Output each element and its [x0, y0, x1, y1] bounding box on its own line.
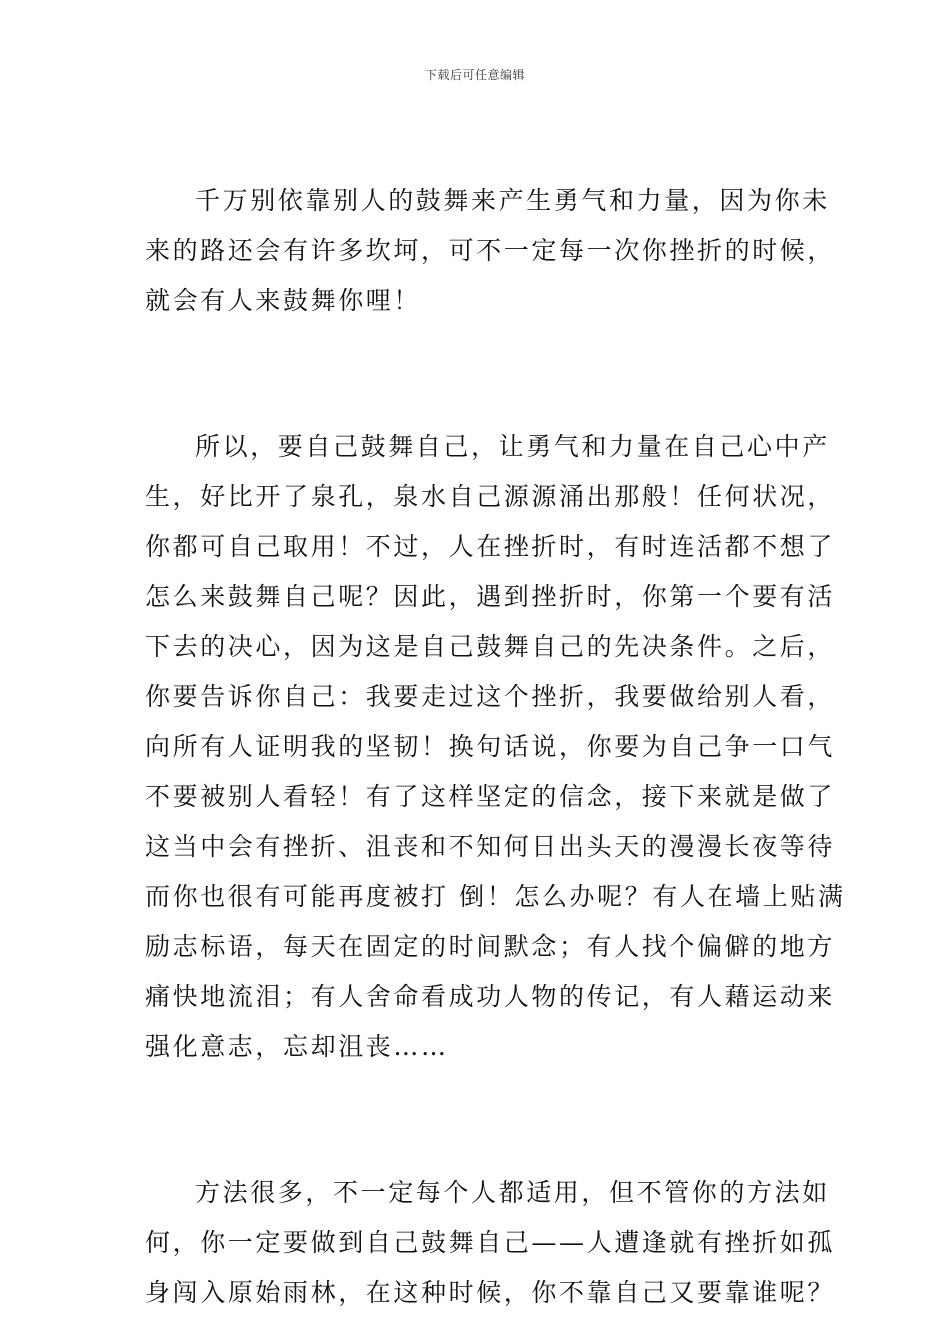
paragraph-spacer	[145, 326, 810, 422]
text-line: 何，你一定要做到自己鼓舞自己——人遭逢就有挫折如孤	[145, 1228, 836, 1257]
document-body	[145, 176, 846, 1318]
text-line: 所以，要自己鼓舞自己，让勇气和力量在自己心中产	[195, 432, 830, 461]
text-line: 不要被别人看轻！有了这样坚定的信念，接下来就是做了	[145, 782, 836, 811]
paragraph-spacer	[145, 1072, 810, 1168]
text-line: 下去的决心，因为这是自己鼓舞自己的先决条件。之后，	[145, 632, 836, 661]
text-line: 方法很多，不一定每个人都适用，但不管你的方法如	[195, 1178, 830, 1207]
text-line: 痛快地流泪；有人舍命看成功人物的传记，有人藉运动来	[145, 982, 836, 1011]
text-line: 而你也很有可能再度被打 倒！怎么办呢？有人在墙上贴满	[145, 882, 846, 911]
text-line: 强化意志，忘却沮丧……	[145, 1032, 449, 1061]
text-line: 身闯入原始雨林，在这种时候，你不靠自己又要靠谁呢？	[145, 1278, 836, 1307]
text-line: 生，好比开了泉孔，泉水自己源源涌出那般！任何状况，	[145, 482, 836, 511]
text-line: 千万别依靠别人的鼓舞来产生勇气和力量，因为你未	[195, 186, 830, 215]
text-line: 就会有人来鼓舞你哩！	[145, 286, 422, 315]
text-line: 这当中会有挫折、沮丧和不知何日出头天的漫漫长夜等待	[145, 832, 836, 861]
paragraph	[145, 176, 836, 326]
text-line: 向所有人证明我的坚韧！换句话说，你要为自己争一口气	[145, 732, 836, 761]
text-line: 你要告诉你自己：我要走过这个挫折，我要做给别人看，	[145, 682, 836, 711]
text-line: 怎么来鼓舞自己呢？因此，遇到挫折时，你第一个要有活	[145, 582, 836, 611]
text-line: 你都可自己取用！不过，人在挫折时，有时连活都不想了	[145, 532, 836, 561]
paragraph	[145, 422, 846, 1072]
text-line: 来的路还会有许多坎坷，可不一定每一次你挫折的时候，	[145, 236, 836, 265]
paragraph	[145, 1168, 836, 1318]
page-header: 下载后可任意编辑	[424, 68, 525, 82]
text-line: 励志标语，每天在固定的时间默念；有人找个偏僻的地方	[145, 932, 836, 961]
